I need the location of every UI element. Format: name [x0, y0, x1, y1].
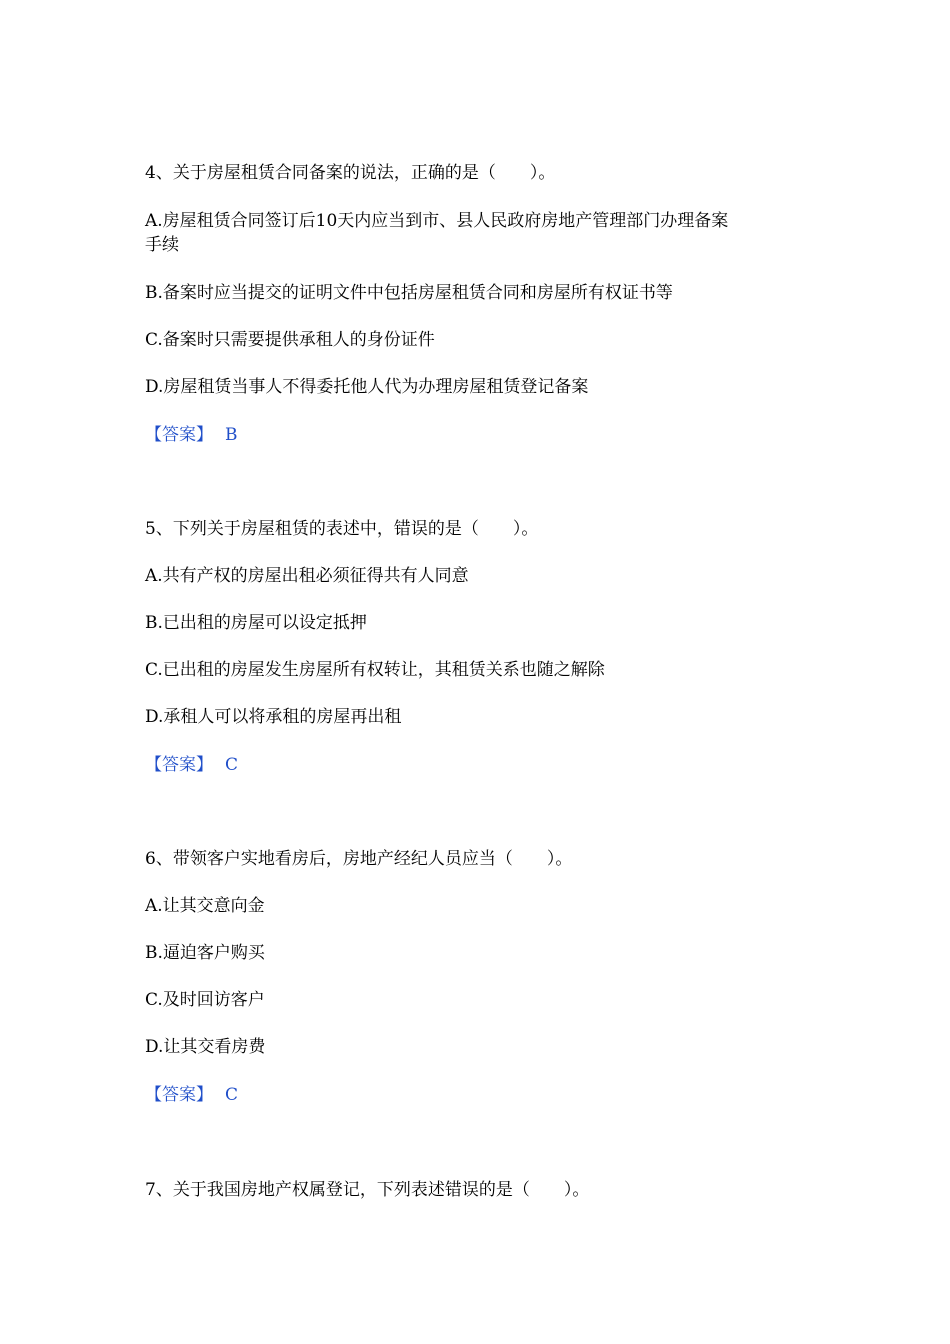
- question-5-option-d: D.承租人可以将承租的房屋再出租: [145, 707, 402, 727]
- question-7-stem: 7、关于我国房地产权属登记，下列表述错误的是（ ）。: [145, 1180, 590, 1200]
- question-6-option-d: D.让其交看房费: [145, 1037, 266, 1057]
- answer-value: C: [225, 1085, 239, 1105]
- question-4-option-b: B.备案时应当提交的证明文件中包括房屋租赁合同和房屋所有权证书等: [145, 283, 673, 303]
- answer-label: 【答案】: [145, 425, 213, 445]
- question-5-option-a: A.共有产权的房屋出租必须征得共有人同意: [145, 566, 469, 586]
- question-4-answer: [145, 423, 238, 447]
- answer-value: B: [225, 425, 238, 445]
- question-6-stem: 6、带领客户实地看房后，房地产经纪人员应当（ ）。: [145, 849, 573, 869]
- question-6-option-b: B.逼迫客户购买: [145, 943, 265, 963]
- question-6-option-c: C.及时回访客户: [145, 990, 265, 1010]
- question-5-stem: 5、下列关于房屋租赁的表述中，错误的是（ ）。: [145, 519, 539, 539]
- question-4-option-a-continued: 手续: [145, 235, 179, 255]
- answer-value: C: [225, 755, 239, 775]
- question-5-answer: [145, 753, 238, 777]
- question-4-option-d: D.房屋租赁当事人不得委托他人代为办理房屋租赁登记备案: [145, 377, 589, 397]
- answer-label: 【答案】: [145, 755, 213, 775]
- question-4-stem: 4、关于房屋租赁合同备案的说法，正确的是（ ）。: [145, 163, 556, 183]
- answer-label: 【答案】: [145, 1085, 213, 1105]
- question-5-option-c: C.已出租的房屋发生房屋所有权转让，其租赁关系也随之解除: [145, 660, 605, 680]
- question-6-option-a: A.让其交意向金: [145, 896, 265, 916]
- question-4-option-c: C.备案时只需要提供承租人的身份证件: [145, 330, 435, 350]
- question-6-answer: [145, 1083, 238, 1107]
- question-5-option-b: B.已出租的房屋可以设定抵押: [145, 613, 367, 633]
- question-4-option-a: A.房屋租赁合同签订后10天内应当到市、县人民政府房地产管理部门办理备案: [145, 211, 729, 231]
